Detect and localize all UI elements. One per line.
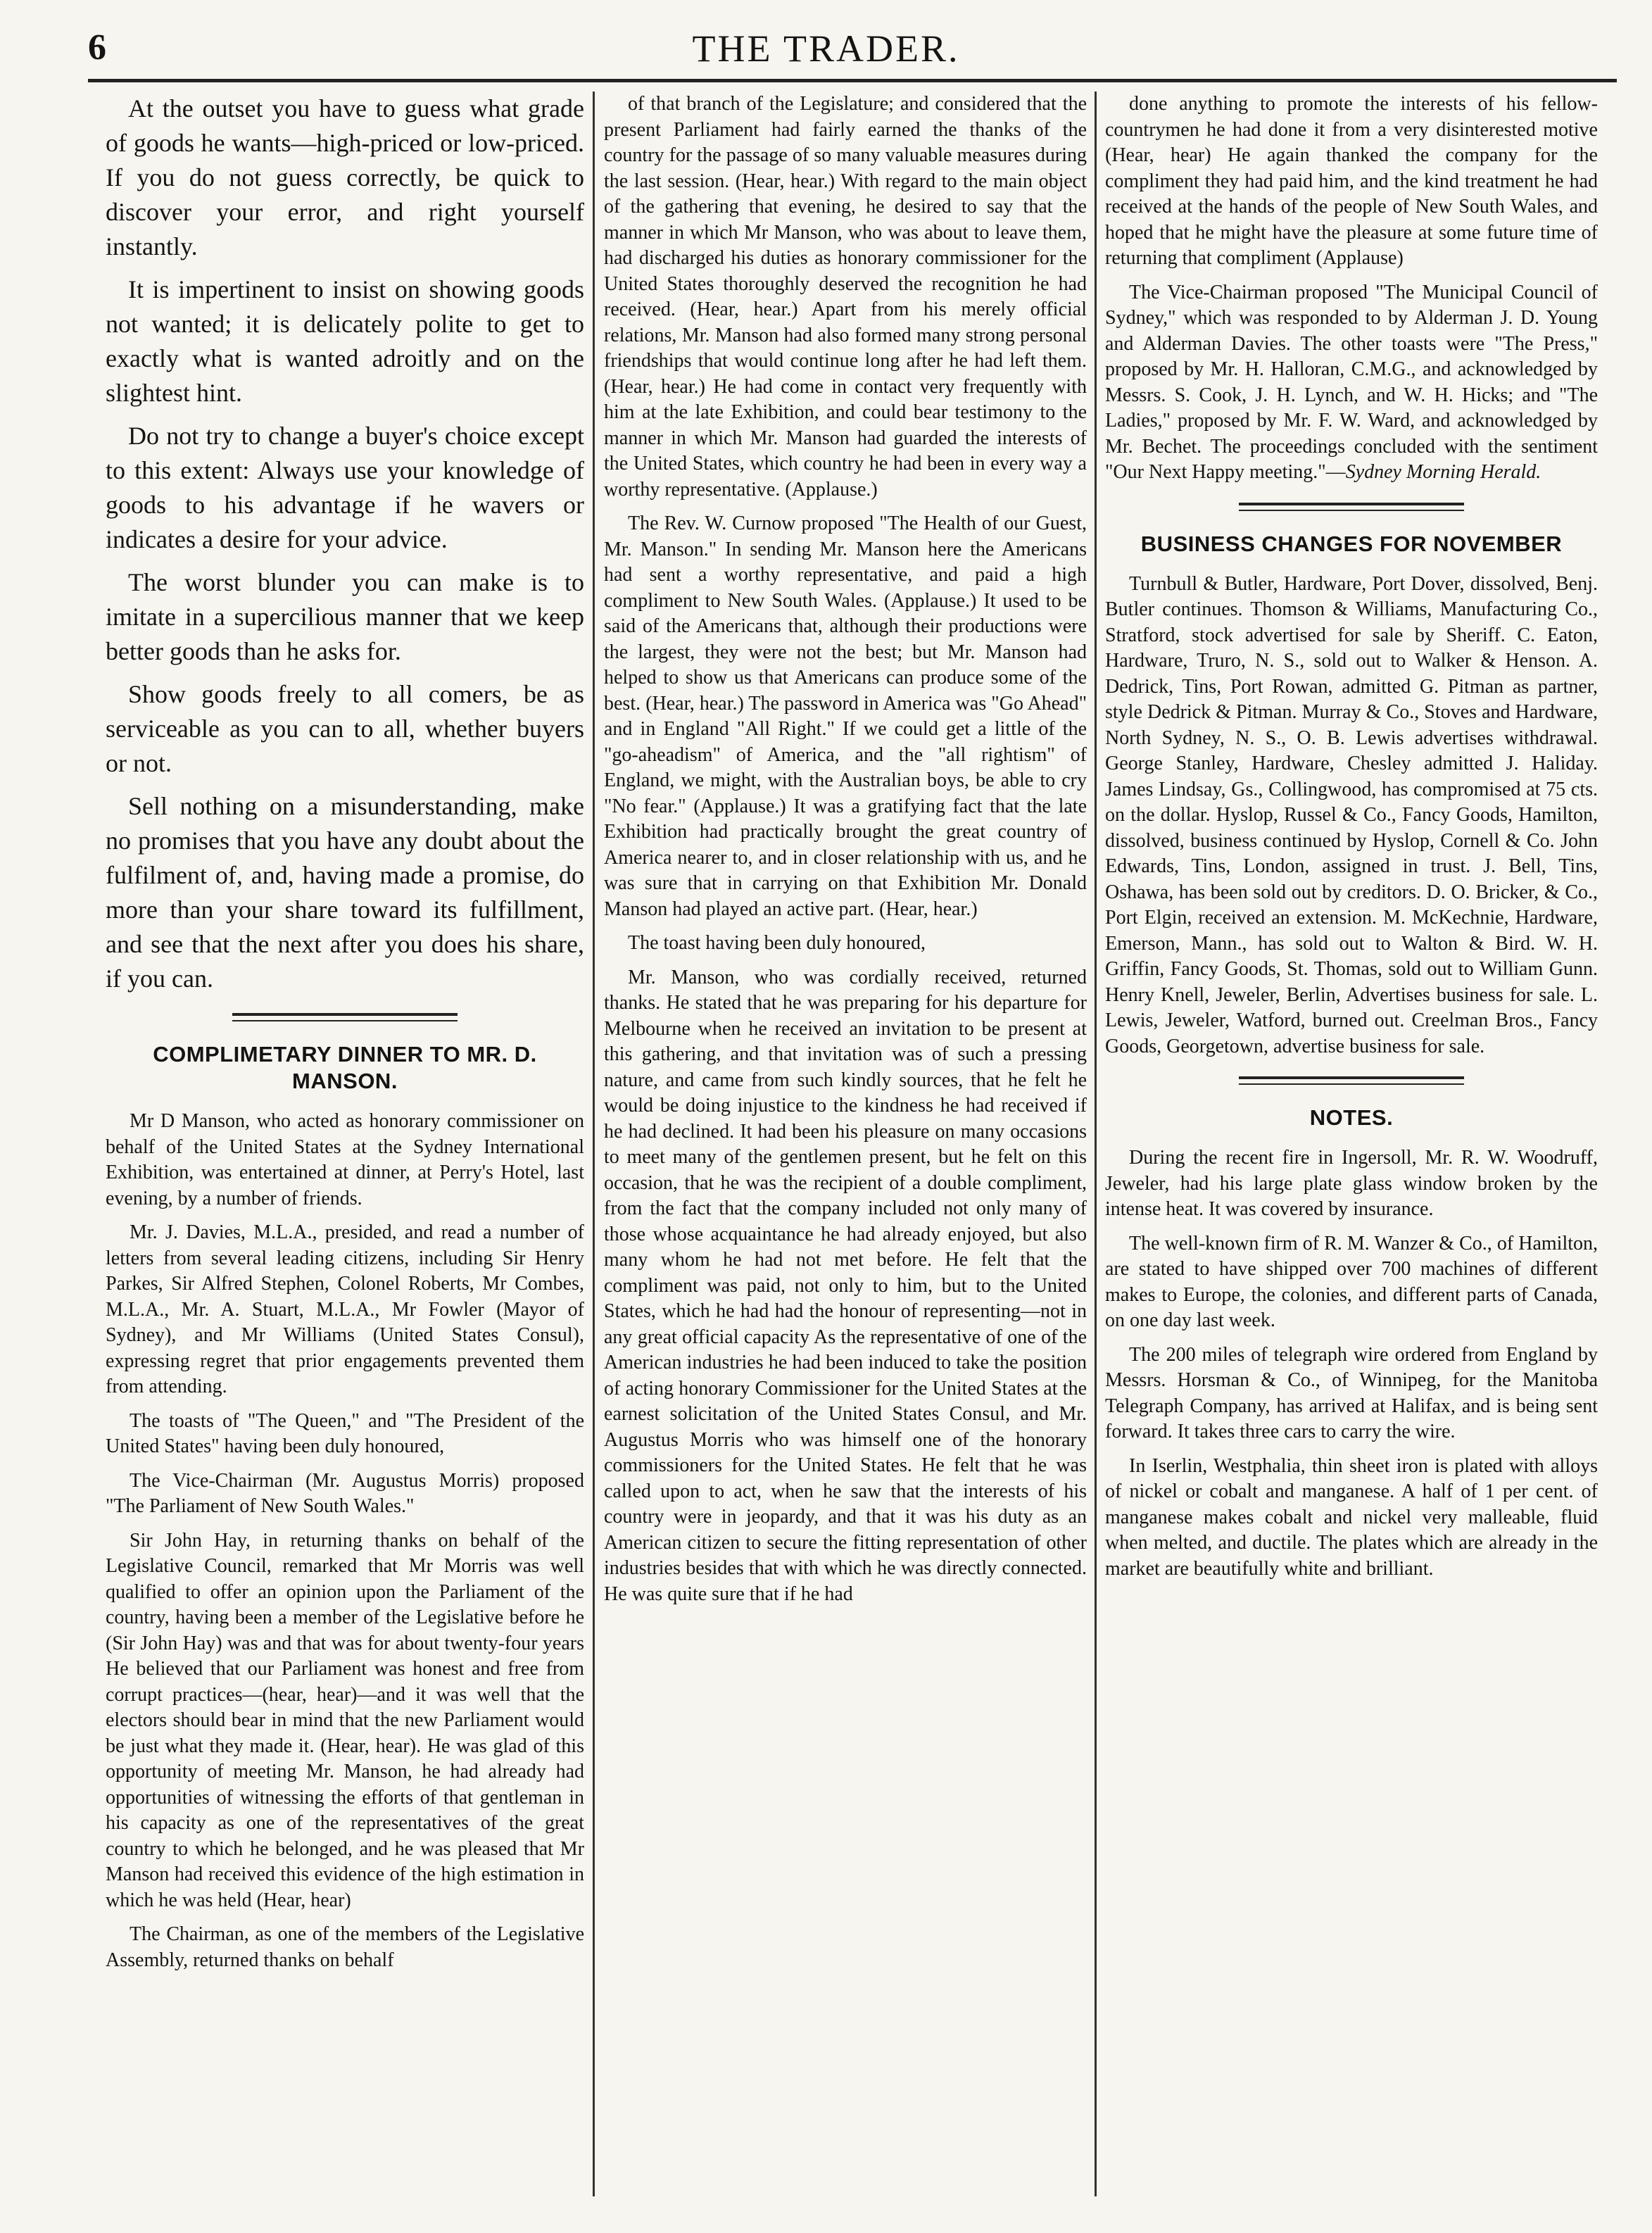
article-paragraph: The Chairman, as one of the members of the Legislative Assembly, returned thanks on behalf: [106, 1923, 584, 1971]
note-paragraph: During the recent fire in Ingersoll, Mr. R. W. Woodruff, Jeweler, had his large plate glass window broken by the intense heat. It was covered by insurance.: [1105, 1147, 1598, 1220]
note-paragraph: In Iserlin, Westphalia, thin sheet iron is plated with alloys of nickel or cobalt and manganese. A half of 1 per cent. of manganese makes cobalt and nickel very malleable, fluid when melted, and ductile. The plates which are already in the market are beautifully white and brilliant.: [1105, 1454, 1598, 1580]
article-paragraph: of that branch of the Legislature; and considered that the present Parliament had fairly earned the thanks of the country for the passage of so many valuable measures during the last session. (Hear, hear.) With regard to the main object of the gathering that evening, he desired to say that the manner in which Mr Manson, who was about to leave them, had discharged his duties as honorary commissioner for the United States thoroughly deserved the recognition he had received. (Hear, hear.) Apart from his merely official relations, Mr. Manson had also formed many strong personal friendships that would continue long after he had left them. (Hear, hear.) He had come in contact very frequently with him at the late Exhibition, and could bear testimony to the manner in which Mr. Manson had guarded the interests of the United States, which country he had been in every way a worthy representative. (Applause.): [604, 93, 1087, 501]
article-paragraph: Mr D Manson, who acted as honorary commissioner on behalf of the United States at the Sydney International Exhibition, was entertained at dinner, at Perry's Hotel, last evening, by a number of friends.: [106, 1110, 584, 1209]
article-paragraph: done anything to promote the interests of his fellow-countrymen he had done it from a very disinterested motive (Hear, hear) He again thanked the company for the compliment they had paid him, and the kind treatment he had received at the hands of the people of New South Wales, and hoped that he might have the pleasure at some future time of returning that compliment (Applause): [1105, 93, 1598, 269]
article-text: The Vice-Chairman proposed "The Municipal Council of Sydney," which was responded to by Alderman J. D. Young and Alderman Davies. The other toasts were "The Press," proposed by Mr. H. Halloran, C.M.G., and acknowledged by Messrs. S. Cook, J. H. Lynch, and W. H. Hicks; and "The Ladies," proposed by Mr. F. W. Ward, and acknowledged by Mr. Bechet. The proceedings concluded with the sentiment "Our Next Happy meeting."—: [1105, 281, 1598, 483]
article-paragraph: Sir John Hay, in returning thanks on behalf of the Legislative Council, remarked that Mr Morris was well qualified to offer an opinion upon the Parliament of the country, having been a member of the Legislative before he (Sir John Hay) was and that was for about twenty-four years He believed that our Parliament was honest and free from corrupt practices—(hear, hear)—and it was well that the electors should bear in mind that the new Parliament would be just what they made it. (Hear, hear). He was glad of this opportunity of meeting Mr. Manson, he had already had opportunities of witnessing the efforts of that gentleman in his capacity as one of the representatives of the great country to which he belonged, and he was pleased that Mr Manson had received this evidence of the high estimation in which he was held (Hear, hear): [106, 1529, 584, 1911]
note-paragraph: The 200 miles of telegraph wire ordered from England by Messrs. Horsman & Co., of Winnipeg, for the Manitoba Telegraph Company, has arrived at Halifax, and is being sent forward. It takes three cars to carry the wire.: [1105, 1343, 1598, 1442]
article-paragraph: At the outset you have to guess what grade of goods he wants—high-priced or low-priced. If you do not guess correctly, be quick to discover your error, and right yourself instantly.: [106, 94, 584, 260]
section-rule: [1239, 503, 1464, 511]
article-paragraph: The Vice-Chairman (Mr. Augustus Morris) proposed "The Parliament of New South Wales.": [106, 1469, 584, 1517]
section-rule: [232, 1013, 458, 1021]
article-paragraph: Do not try to change a buyer's choice except to this extent: Always use your knowledge of goods to his advantage if he wavers or indicates a desire for your advice.: [106, 422, 584, 553]
paper-title: THE TRADER.: [692, 27, 960, 70]
article-paragraph: Sell nothing on a misunderstanding, make no promises that you have any doubt about the fulfilment of, and, having made a promise, do more than your share toward its fulfillment, and see that the next after you does his share, if you can.: [106, 792, 584, 993]
column-divider-2: [1095, 92, 1097, 2196]
business-changes-title: BUSINESS CHANGES FOR NOVEMBER: [1140, 531, 1563, 556]
article-paragraph: The worst blunder you can make is to imitate in a supercilious manner that we keep better goods than he asks for.: [106, 568, 584, 665]
column-1: [106, 92, 584, 1982]
dinner-article-title: COMPLIMETARY DINNER TO MR. D. MANSON.: [153, 1042, 537, 1093]
article-paragraph: Mr. J. Davies, M.L.A., presided, and read a number of letters from several leading citizens, including Sir Henry Parkes, Sir Alfred Stephen, Colonel Roberts, Mr Combes, M.L.A., Mr. A. Stuart, M.L.A., Mr Fowler (Mayor of Sydney), and Mr Williams (United States Consul), expressing regret that prior engagements prevented them from attending.: [106, 1221, 584, 1397]
business-changes-paragraph: Turnbull & Butler, Hardware, Port Dover, dissolved, Benj. Butler continues. Thomson & Williams, Manufacturing Co., Stratford, stock advertised for sale by Sheriff. C. Eaton, Hardware, Truro, N. S., sold out to Walker & Henson. A. Dedrick, Tins, Port Rowan, admitted G. Pitman as partner, style Dedrick & Pitman. Murray & Co., Stoves and Hardware, North Sydney, N. S., O. B. Lewis advertises withdrawal. George Stanley, Hardware, Chesley admitted J. Haliday. James Lindsay, Gs., Collingwood, has compromised at 75 cts. on the dollar. Hyslop, Russel & Co., Fancy Goods, Hamilton, dissolved, business continued by Hyslop, Cornell & Co. John Edwards, Tins, London, assigned in trust. J. Bell, Tins, Oshawa, has been sold out by creditors. D. O. Bricker, & Co., Port Elgin, received an extension. M. McKechnie, Hardware, Emerson, Mann., has sold out to Walton & Bird. W. H. Griffin, Fancy Goods, St. Thomas, sold out to William Gunn. Henry Knell, Jeweler, Berlin, Advertises business for sale. L. Lewis, Jeweler, Watford, burned out. Creelman Bros., Fancy Goods, Georgetown, advertise business for sale.: [1105, 572, 1598, 1057]
column-divider-1: [593, 92, 595, 2196]
article-paragraph: The toasts of "The Queen," and "The President of the United States" having been duly honoured,: [106, 1409, 584, 1457]
intro-article: [106, 92, 584, 996]
source-signature: Sydney Morning Herald.: [1345, 461, 1541, 483]
article-paragraph: Mr. Manson, who was cordially received, returned thanks. He stated that he was preparing for his departure for Melbourne when he received an invitation to be present at this gathering, and that invitation was of such a pressing nature, and came from such kindly sources, that he felt he would be doing injustice to the kindness he had received if he had declined. It had been his pleasure on many occasions to meet many of the gentlemen present, but he felt on this occasion, that he was the recipient of a double compliment, from the fact that the company included not only many of those whose acquaintance he had already enjoyed, but also many whom he had not met before. He felt that the compliment was paid, not only to him, but to the United States, which he had had the honour of representing—not in any great official capacity As the representative of one of the American industries he had been induced to take the position of acting honorary Commissioner for the United States at the earnest solicitation of the United States Consul, and Mr. Augustus Morris who was himself one of the honorary commissioners for the United States. He felt that he was called upon to act, when he saw that the interests of his country were in jeopardy, and that it was his duty as an American citizen to secure the fitting representation of other industries besides that with which he was directly connected. He was quite sure that if he had: [604, 966, 1087, 1605]
page-number: 6: [88, 27, 106, 68]
article-paragraph: The Rev. W. Curnow proposed "The Health of our Guest, Mr. Manson." In sending Mr. Manson here the Americans had sent a worthy representative, and paid a high compliment to New South Wales. (Applause.) It used to be said of the Americans that, although their productions were the largest, they were not the best; but Mr. Manson had helped to show us that Americans can produce some of the best. (Hear, hear.) The password in America was "Go Ahead" and in England "All Right." If we could get a little of the "go-aheadism" of America, and the "all rightism" of England, we might, with the Australian boys, be able to cry "No fear." (Applause.) It was a gratifying fact that the late Exhibition had practically brought the great country of America nearer to, and in closer relationship with us, and he was sure that in carrying on that Exhibition Mr. Donald Manson had played an active part. (Hear, hear.): [604, 512, 1087, 920]
header-rule: [88, 79, 1617, 82]
article-paragraph: [1105, 280, 1598, 486]
article-paragraph: It is impertinent to insist on showing goods not wanted; it is delicately polite to get to exactly what is wanted adroitly and on the slightest hint.: [106, 275, 584, 407]
note-paragraph: The well-known firm of R. M. Wanzer & Co., of Hamilton, are stated to have shipped over 700 machines of different makes to Europe, the colonies, and different parts of Canada, on one day last week.: [1105, 1232, 1598, 1331]
article-paragraph: The toast having been duly honoured,: [628, 932, 926, 954]
dinner-article: [106, 1109, 584, 1973]
article-paragraph: Show goods freely to all comers, be as serviceable as you can to all, whether buyers or not.: [106, 680, 584, 777]
notes-title: NOTES.: [1309, 1105, 1394, 1130]
section-rule: [1239, 1076, 1464, 1085]
column-2: [604, 92, 1087, 1616]
column-3: [1105, 92, 1598, 1590]
